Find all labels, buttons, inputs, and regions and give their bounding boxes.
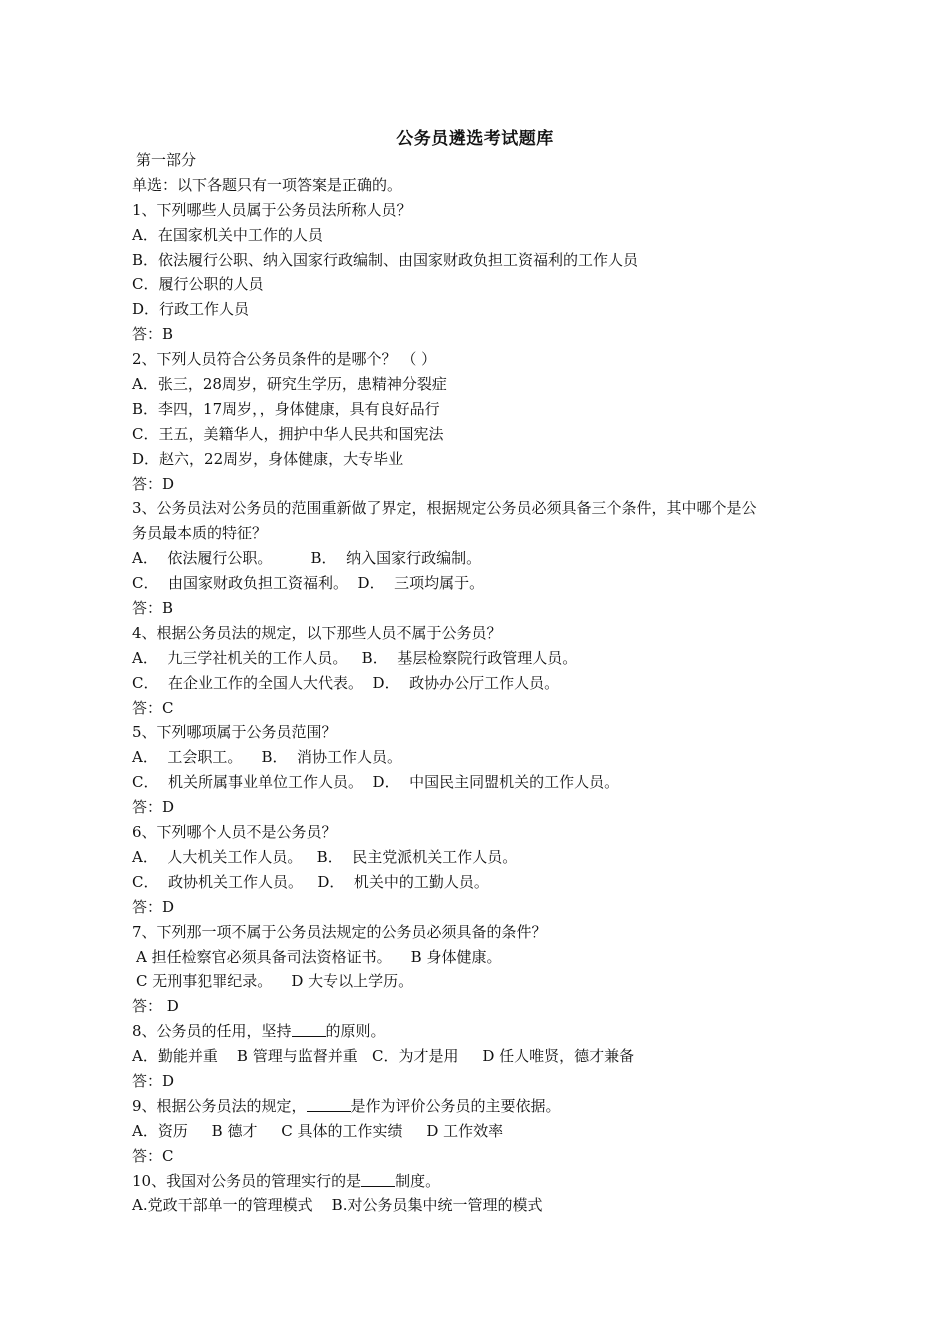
question-2-stem: 2、下列人员符合公务员条件的是哪个？ （ ） [132, 350, 437, 369]
question-6-answer: 答：D [132, 897, 175, 916]
question-1-answer: 答：B [132, 325, 174, 344]
question-8-stem [132, 1019, 832, 1044]
fill-in-blank [307, 1095, 351, 1112]
question-7-answer: 答： D [132, 997, 179, 1016]
question-8-options: A．勤能并重 B 管理与监督并重 C．为才是用 D 任人唯贤，德才兼备 [132, 1047, 635, 1066]
question-2-option-c: C．王五，美籍华人，拥护中华人民共和国宪法 [132, 424, 444, 443]
document-body [132, 148, 832, 1218]
question-7-stem: 7、下列那一项不属于公务员法规定的公务员必须具备的条件？ [132, 922, 547, 941]
question-9-answer: 答：C [132, 1146, 174, 1165]
fill-in-blank [361, 1170, 395, 1187]
section-heading: 第一部分 [136, 151, 197, 169]
question-8-stem-before: 8、公务员的任用，坚持 [132, 1022, 292, 1041]
question-6-options-cd: C． 政协机关工作人员。 D． 机关中的工勤人员。 [132, 872, 489, 891]
page-title: 公务员遴选考试题库 [396, 129, 554, 149]
question-9-stem [132, 1094, 832, 1119]
question-7-options-ab: A 担任检察官必须具备司法资格证书。 B 身体健康。 [136, 947, 502, 966]
instruction-text: 单选：以下各题只有一项答案是正确的。 [132, 175, 403, 194]
question-3-options-cd: C． 由国家财政负担工资福利。 D． 三项均属于。 [132, 574, 485, 593]
question-4-answer: 答：C [132, 698, 174, 717]
question-9-options: A．资历 B 德才 C 具体的工作实绩 D 工作效率 [132, 1121, 504, 1140]
question-10-stem [132, 1169, 832, 1194]
question-4-stem: 4、根据公务员法的规定，以下那些人员不属于公务员？ [132, 623, 502, 642]
question-2-answer: 答：D [132, 474, 175, 493]
question-4-options-cd: C． 在企业工作的全国人大代表。 D． 政协办公厅工作人员。 [132, 673, 560, 692]
question-1-option-a: A．在国家机关中工作的人员 [132, 225, 323, 244]
question-2-option-b: B．李四，17周岁，，身体健康，具有良好品行 [132, 399, 440, 418]
question-10-options: A.党政干部单一的管理模式 B.对公务员集中统一管理的模式 [132, 1196, 543, 1215]
question-8-stem-after: 的原则。 [325, 1022, 386, 1041]
question-5-options-ab: A． 工会职工。 B． 消协工作人员。 [132, 748, 403, 767]
question-2-option-a: A．张三，28周岁，研究生学历，患精神分裂症 [132, 375, 447, 394]
question-3-answer: 答：B [132, 599, 174, 618]
question-1-stem: 1、下列哪些人员属于公务员法所称人员？ [132, 200, 412, 219]
question-3-options-ab: A． 依法履行公职。 B． 纳入国家行政编制。 [132, 549, 482, 568]
question-10-stem-before: 10、我国对公务员的管理实行的是 [132, 1171, 362, 1190]
question-9-stem-before: 9、根据公务员法的规定， [132, 1096, 307, 1115]
question-1-option-b: B．依法履行公职、纳入国家行政编制、由国家财政负担工资福利的工作人员 [132, 250, 639, 269]
question-1-option-c: C．履行公职的人员 [132, 275, 264, 294]
question-5-answer: 答：D [132, 798, 175, 817]
question-3-stem-line-2: 务员最本质的特征？ [132, 524, 268, 543]
question-8-answer: 答：D [132, 1071, 175, 1090]
question-9-stem-after: 是作为评价公务员的主要依据。 [350, 1096, 561, 1115]
fill-in-blank [292, 1020, 326, 1037]
question-5-options-cd: C． 机关所属事业单位工作人员。 D． 中国民主同盟机关的工作人员。 [132, 773, 620, 792]
question-6-options-ab: A． 人大机关工作人员。 B． 民主党派机关工作人员。 [132, 847, 518, 866]
question-7-options-cd: C 无刑事犯罪纪录。 D 大专以上学历。 [136, 972, 414, 991]
question-4-options-ab: A． 九三学社机关的工作人员。 B． 基层检察院行政管理人员。 [132, 648, 578, 667]
question-10-stem-after: 制度。 [395, 1171, 441, 1190]
question-6-stem: 6、下列哪个人员不是公务员？ [132, 823, 337, 842]
question-1-option-d: D．行政工作人员 [132, 300, 250, 319]
question-3-stem-line-1: 3、公务员法对公务员的范围重新做了界定，根据规定公务员必须具备三个条件，其中哪个是公 [132, 499, 757, 518]
question-5-stem: 5、下列哪项属于公务员范围？ [132, 723, 337, 742]
question-2-option-d: D．赵六，22周岁，身体健康，大专毕业 [132, 449, 404, 468]
